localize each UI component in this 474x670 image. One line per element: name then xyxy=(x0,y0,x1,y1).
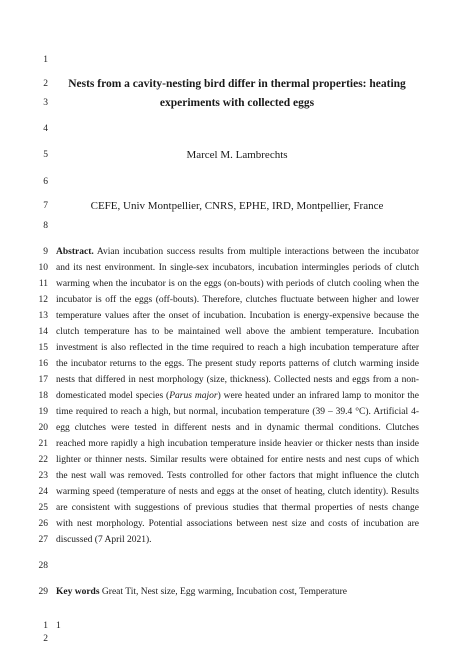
line-number: 6 xyxy=(43,177,48,187)
author-name: Marcel M. Lambrechts xyxy=(186,149,288,161)
line-number: 22 xyxy=(38,455,48,465)
keywords-heading: Key words xyxy=(56,587,100,597)
line-number: 15 xyxy=(38,343,48,353)
abstract-line: are consistent with suggestions of previous studies that thermal properties of nests change xyxy=(56,503,419,513)
abstract-text: ) were heated under an infrared lamp to monitor the xyxy=(217,391,419,401)
line-number: 2 xyxy=(43,634,48,644)
line-number: 14 xyxy=(38,327,48,337)
abstract-line: and its nest environment. In single-sex incubators, incubation intermingles periods of clutch xyxy=(56,263,419,273)
line-number: 23 xyxy=(38,471,48,481)
paper-title-line-2: experiments with collected eggs xyxy=(159,97,315,109)
abstract-line: discussed (7 April 2021). xyxy=(56,535,152,545)
abstract-line: warming when the incubator is on the eggs (on-bouts) with periods of clutch cooling when the xyxy=(56,279,419,289)
line-number: 12 xyxy=(38,295,48,305)
line-number: 3 xyxy=(43,98,48,108)
abstract-line: temperature values after the onset of incubation. Incubation is energy-expensive because the xyxy=(56,311,419,321)
line-number: 26 xyxy=(38,519,48,529)
abstract-heading: Abstract. xyxy=(56,247,94,257)
line-number: 5 xyxy=(43,150,48,160)
abstract-text: domesticated model species ( xyxy=(56,391,170,401)
line-number: 25 xyxy=(38,503,48,513)
paper-title-line-1: Nests from a cavity-nesting bird differ in thermal properties: heating xyxy=(68,78,406,90)
line-number: 10 xyxy=(38,263,48,273)
keywords-text: Great Tit, Nest size, Egg warming, Incubation cost, Temperature xyxy=(99,587,347,597)
abstract-text: Avian incubation success results from multiple interactions between the incubator xyxy=(93,247,419,257)
line-number: 13 xyxy=(38,311,48,321)
line-number: 11 xyxy=(38,279,48,289)
abstract-line: egg clutches were tested in different nests and in dynamic thermal conditions. Clutches xyxy=(56,423,419,433)
line-number: 8 xyxy=(43,221,48,231)
line-number: 19 xyxy=(38,407,48,417)
line-number: 1 xyxy=(43,55,48,65)
affiliation: CEFE, Univ Montpellier, CNRS, EPHE, IRD, Montpellier, France xyxy=(90,200,384,212)
line-number: 17 xyxy=(38,375,48,385)
line-number: 28 xyxy=(38,561,48,571)
line-number: 2 xyxy=(43,79,48,89)
line-number: 4 xyxy=(43,124,48,134)
line-number: 7 xyxy=(43,201,48,211)
abstract-line: the incubator returns to the eggs. The present study reports patterns of clutch warming inside xyxy=(56,359,419,369)
line-number: 18 xyxy=(38,391,48,401)
abstract-line: warming speed (temperature of nests and eggs at the onset of heating, clutch identity). Results xyxy=(56,487,419,497)
abstract-line: time required to reach a high, but normal, incubation temperature (39 – 39.4 °C). Artificial 4- xyxy=(56,407,419,417)
abstract-line: with nest morphology. Potential associations between nest size and costs of incubation are xyxy=(56,519,419,529)
abstract-line xyxy=(56,246,419,258)
abstract-line: clutch temperature has to be maintained well above the ambient temperature. Incubation xyxy=(56,327,419,337)
line-number: 29 xyxy=(38,587,48,597)
page-number: 1 xyxy=(56,621,61,631)
line-number: 1 xyxy=(43,621,48,631)
line-number: 27 xyxy=(38,535,48,545)
species-name: Parus major xyxy=(169,391,218,401)
abstract-line: investment is also reflected in the time required to reach a high incubation temperature after xyxy=(56,343,419,353)
line-number: 16 xyxy=(38,359,48,369)
abstract-line: reached more rapidly a high incubation temperature inside heavier or thicker nests than inside xyxy=(56,439,419,449)
keywords xyxy=(56,586,347,598)
abstract-line: the nest wall was removed. Tests controlled for other factors that might influence the clutch xyxy=(56,471,419,481)
line-number: 20 xyxy=(38,423,48,433)
line-number: 21 xyxy=(38,439,48,449)
abstract-line: incubator is off the eggs (off-bouts). Therefore, clutches fluctuate between higher and lower xyxy=(56,295,419,305)
line-number: 24 xyxy=(38,487,48,497)
line-number: 9 xyxy=(43,247,48,257)
abstract-line: lighter or thinner nests. Similar results were obtained for entire nests and nest cups of which xyxy=(56,455,419,465)
abstract-line xyxy=(56,390,419,402)
abstract-line: nests that differed in nest morphology (size, thickness). Collected nests and eggs from a non- xyxy=(56,375,419,385)
